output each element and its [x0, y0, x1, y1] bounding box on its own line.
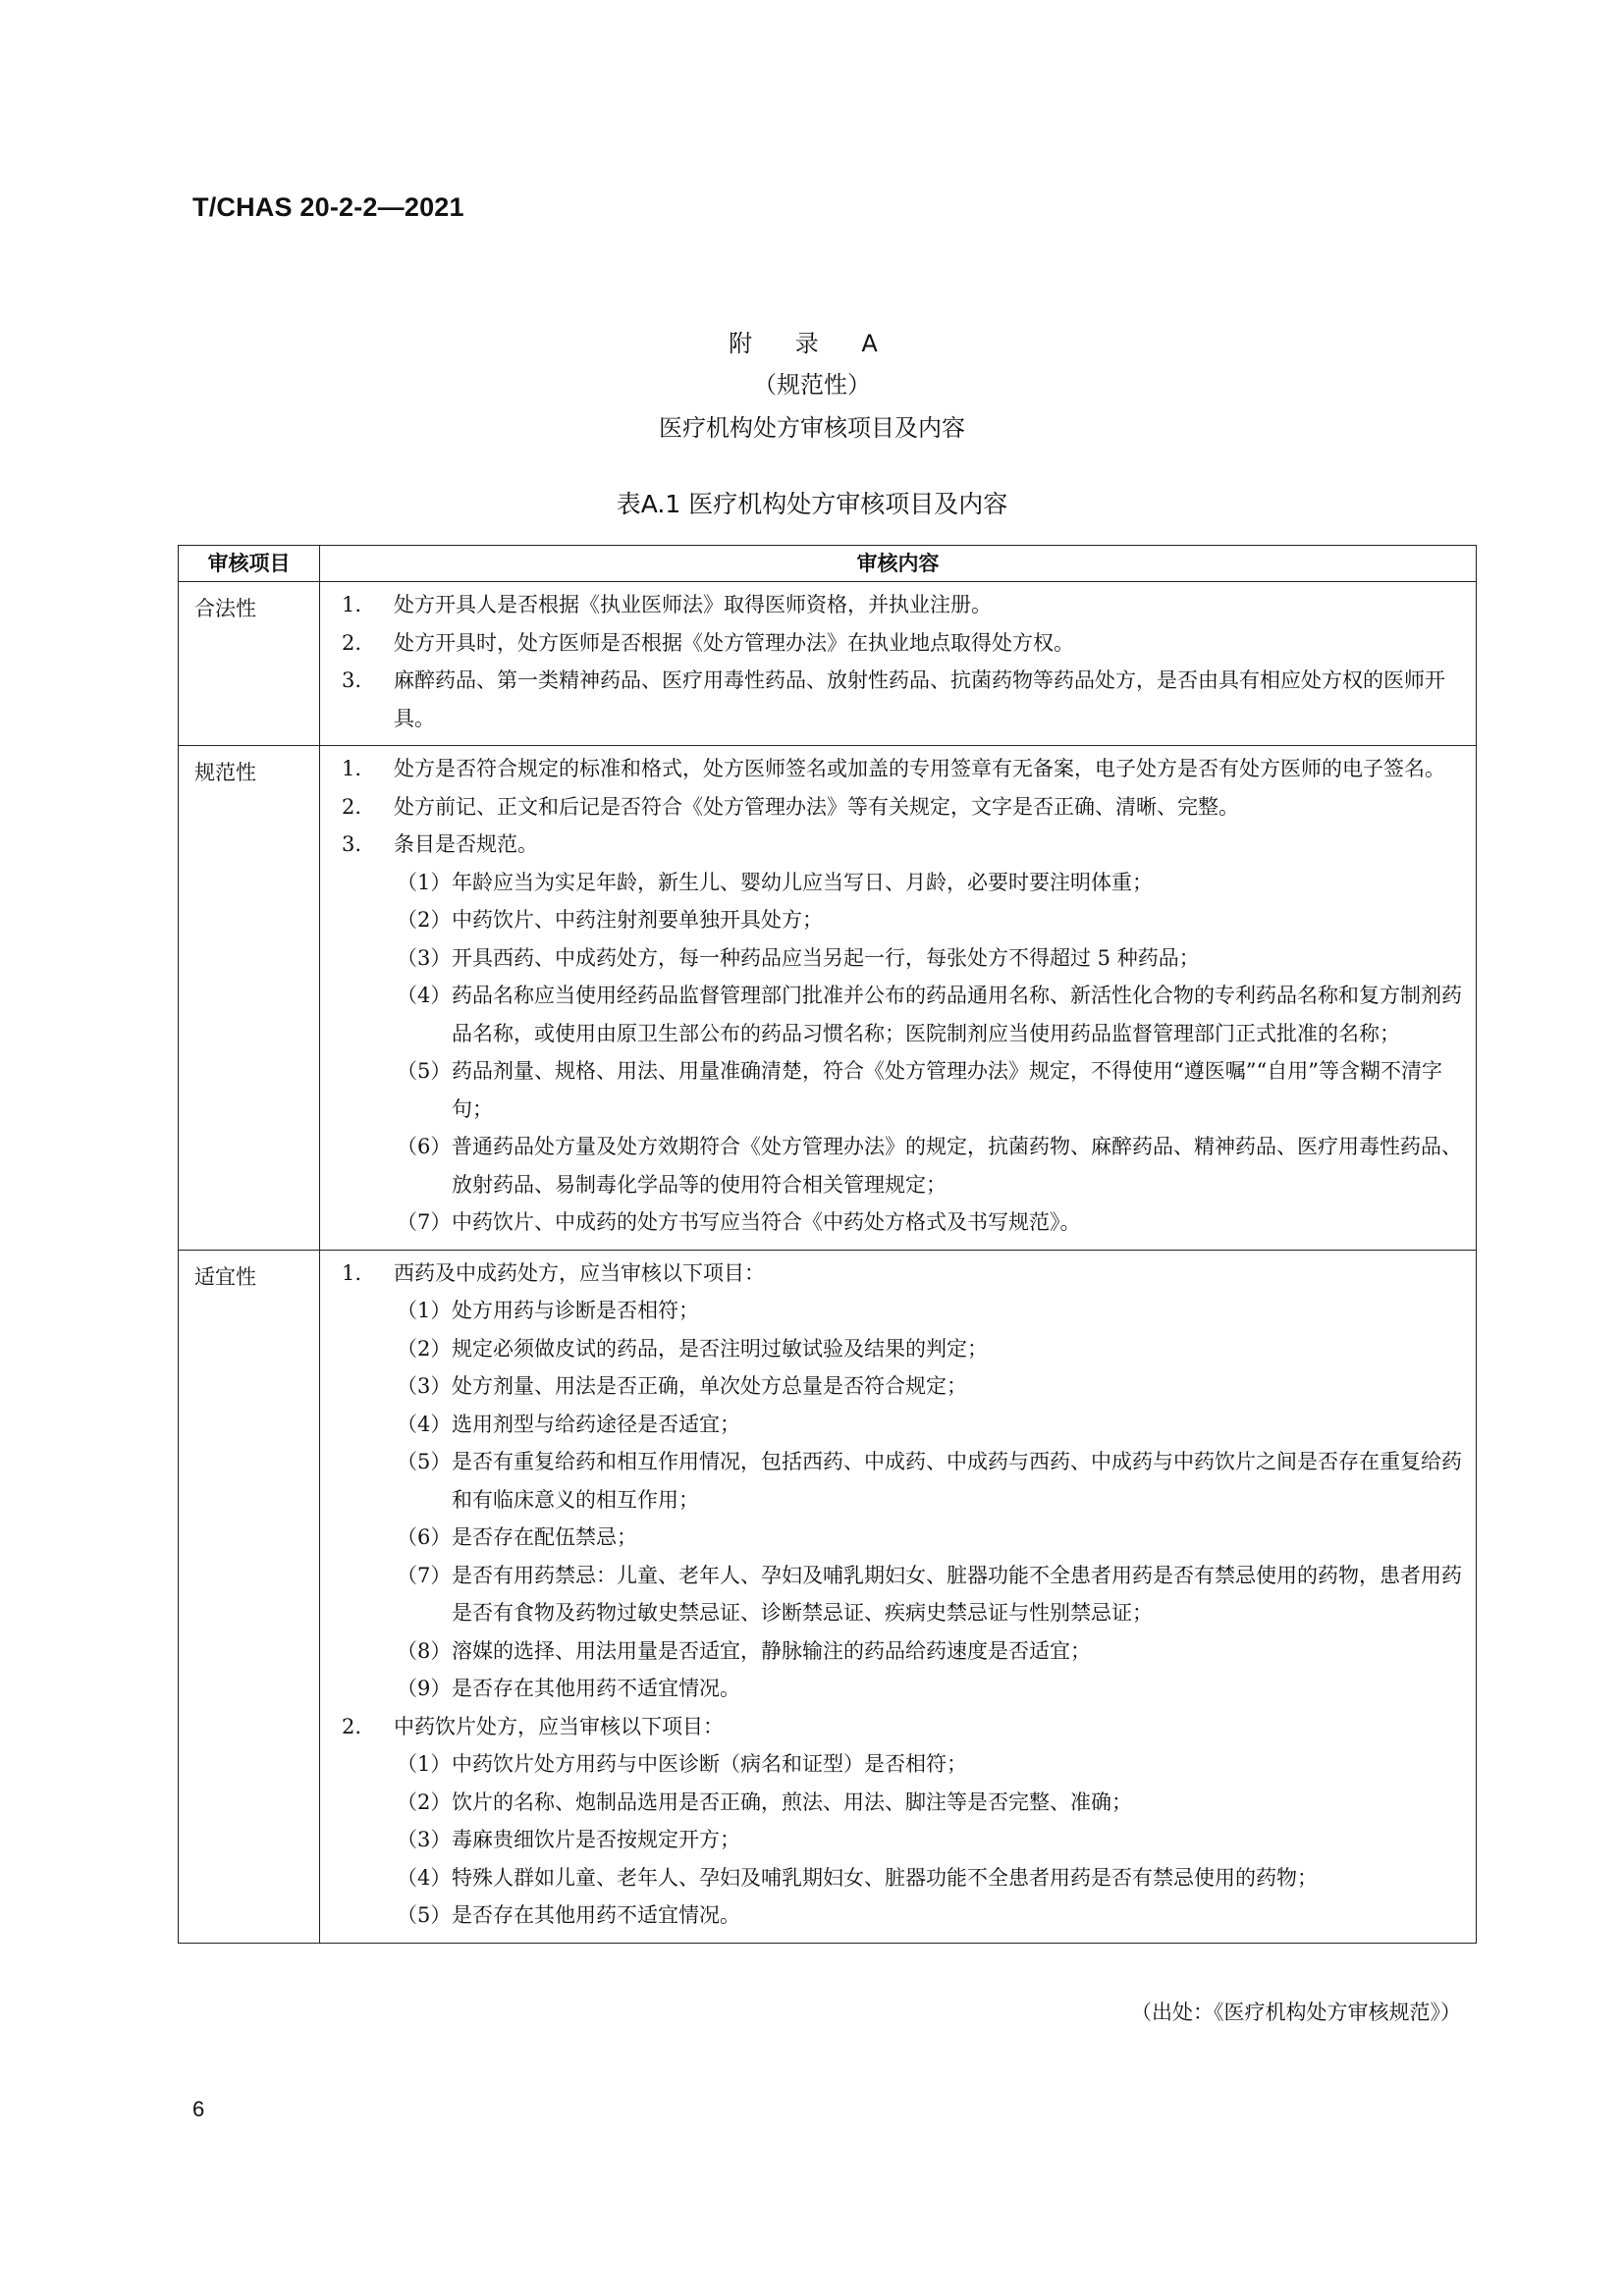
item-text: 是否存在其他用药不适宜情况。 — [452, 1677, 740, 1700]
item-text: 西药及中成药处方，应当审核以下项目： — [394, 1260, 765, 1285]
sub-item-number: （3） — [397, 1828, 452, 1851]
document-code: T/CHAS 20-2-2—2021 — [192, 192, 464, 222]
item-text: 选用剂型与给药途径是否适宜； — [452, 1412, 740, 1436]
list-item — [320, 939, 1462, 978]
table-row — [179, 582, 1477, 746]
sub-item-number: （2） — [397, 1336, 452, 1361]
item-text: 中药饮片、中成药的处方书写应当符合《中药处方格式及书写规范》。 — [452, 1210, 1081, 1234]
list-item — [320, 1557, 1462, 1632]
table-body — [179, 582, 1477, 1944]
item-text: 中药饮片处方用药与中医诊断（病名和证型）是否相符； — [452, 1752, 967, 1776]
list-item — [320, 1784, 1462, 1822]
list-item — [320, 1330, 1462, 1368]
item-text: 是否有用药禁忌：儿童、老年人、孕妇及哺乳期妇女、脏器功能不全患者用药是否有禁忌使用的药物，患者用药是否有食物及药物过敏史禁忌证、诊断禁忌证、疾病史禁忌证与性别禁忌证； — [452, 1563, 1462, 1625]
item-text: 饮片的名称、炮制品选用是否正确，煎法、用法、脚注等是否完整、准确； — [452, 1789, 1132, 1814]
item-text: 是否有重复给药和相互作用情况，包括西药、中成药、中成药与西药、中成药与中药饮片之间是否存在重复给药和有临床意义的相互作用； — [452, 1450, 1462, 1512]
sub-item-number: （2） — [397, 1789, 452, 1814]
list-item — [320, 1255, 1462, 1293]
item-text: 中药饮片、中药注射剂要单独开具处方； — [452, 908, 823, 932]
item-number: 2. — [342, 1714, 362, 1738]
item-number: 2. — [342, 630, 362, 655]
sub-item-number: （7） — [397, 1563, 452, 1587]
item-text: 处方开具人是否根据《执业医师法》取得医师资格，并执业注册。 — [394, 593, 992, 616]
audit-item-cell: 适宜性 — [179, 1250, 320, 1943]
list-item — [320, 977, 1462, 1052]
list-item — [320, 662, 1462, 737]
item-text: 处方前记、正文和后记是否符合《处方管理办法》等有关规定，文字是否正确、清晰、完整。 — [394, 794, 1239, 819]
item-text: 药品名称应当使用经药品监督管理部门批准并公布的药品通用名称、新活性化合物的专利药品名称和复方制剂药品名称，或使用由原卫生部公布的药品习惯名称；医院制剂应当使用药品监督管理部门正式批准的名称； — [452, 984, 1462, 1045]
list-item — [320, 1406, 1462, 1444]
sub-item-number: （7） — [397, 1210, 452, 1234]
item-number: 1. — [342, 757, 362, 780]
list-item — [320, 1443, 1462, 1519]
list-item — [320, 624, 1462, 663]
appendix-type: （规范性） — [753, 371, 871, 399]
header-audit-item: 审核项目 — [179, 546, 320, 582]
item-number: 2. — [342, 794, 362, 819]
sub-item-number: （3） — [397, 945, 452, 970]
audit-item-cell: 规范性 — [179, 746, 320, 1251]
item-text: 特殊人群如儿童、老年人、孕妇及哺乳期妇女、脏器功能不全患者用药是否有禁忌使用的药物； — [452, 1865, 1318, 1890]
list-item — [320, 1367, 1462, 1406]
sub-item-number: （5） — [397, 1450, 452, 1473]
audit-table — [178, 545, 1477, 1944]
sub-item-number: （4） — [397, 1865, 452, 1890]
item-text: 毒麻贵细饮片是否按规定开方； — [452, 1828, 740, 1851]
item-number: 1. — [342, 1260, 362, 1285]
list-item — [320, 1708, 1462, 1746]
item-text: 是否存在其他用药不适宜情况。 — [452, 1903, 740, 1927]
list-item — [320, 1128, 1462, 1203]
item-text: 年龄应当为实足年龄，新生儿、婴幼儿应当写日、月龄，必要时要注明体重； — [452, 870, 1153, 894]
list-item — [320, 1745, 1462, 1784]
list-item — [320, 901, 1462, 939]
item-text: 普通药品处方量及处方效期符合《处方管理办法》的规定，抗菌药物、麻醉药品、精神药品、医疗用毒性药品、放射药品、易制毒化学品等的使用符合相关管理规定； — [452, 1135, 1462, 1197]
audit-content-cell — [320, 746, 1477, 1251]
sub-item-number: （4） — [397, 984, 452, 1007]
sub-item-number: （3） — [397, 1374, 452, 1398]
list-item — [320, 826, 1462, 864]
list-item — [320, 1203, 1462, 1242]
item-text: 条目是否规范。 — [394, 832, 538, 856]
list-item — [320, 1670, 1462, 1708]
sub-item-number: （4） — [397, 1412, 452, 1436]
header-audit-content: 审核内容 — [320, 546, 1477, 582]
sub-item-number: （8） — [397, 1638, 452, 1663]
list-item — [320, 1052, 1462, 1128]
item-text: 麻醉药品、第一类精神药品、医疗用毒性药品、放射性药品、抗菌药物等药品处方，是否由具有相应处方权的医师开具。 — [394, 668, 1445, 730]
item-number: 1. — [342, 593, 362, 616]
list-item — [320, 864, 1462, 902]
item-text: 中药饮片处方，应当审核以下项目： — [394, 1714, 724, 1738]
sub-item-number: （9） — [397, 1677, 452, 1700]
list-item — [320, 1632, 1462, 1671]
list-item — [320, 1292, 1462, 1330]
item-text: 处方是否符合规定的标准和格式，处方医师签名或加盖的专用签章有无备案，电子处方是否有处方医师的电子签名。 — [394, 757, 1445, 780]
list-item — [320, 1859, 1462, 1897]
appendix-title: 附 录 A — [729, 330, 895, 357]
item-text: 处方用药与诊断是否相符； — [452, 1299, 699, 1322]
list-item — [320, 1519, 1462, 1557]
table-row — [179, 1250, 1477, 1943]
item-text: 药品剂量、规格、用法、用量准确清楚，符合《处方管理办法》规定，不得使用“遵医嘱”“自用”等含糊不清字句； — [452, 1059, 1442, 1121]
sub-item-number: （1） — [397, 1752, 452, 1776]
item-text: 处方剂量、用法是否正确，单次处方总量是否符合规定； — [452, 1374, 967, 1398]
source-note: （出处：《医疗机构处方审核规范》） — [1131, 2001, 1461, 2024]
item-text: 处方开具时，处方医师是否根据《处方管理办法》在执业地点取得处方权。 — [394, 630, 1074, 655]
sub-item-number: （5） — [397, 1059, 452, 1083]
sub-item-number: （6） — [397, 1525, 452, 1549]
list-item — [320, 788, 1462, 827]
item-text: 是否存在配伍禁忌； — [452, 1525, 637, 1549]
item-text: 开具西药、中成药处方，每一种药品应当另起一行，每张处方不得超过 5 种药品； — [452, 945, 1200, 970]
audit-item-cell: 合法性 — [179, 582, 320, 746]
appendix-name: 医疗机构处方审核项目及内容 — [659, 414, 965, 442]
sub-item-number: （1） — [397, 870, 452, 894]
table-caption: 表A.1 医疗机构处方审核项目及内容 — [616, 490, 1008, 518]
sub-item-number: （5） — [397, 1903, 452, 1927]
sub-item-number: （1） — [397, 1299, 452, 1322]
item-text: 溶媒的选择、用法用量是否适宜，静脉输注的药品给药速度是否适宜； — [452, 1638, 1091, 1663]
list-item — [320, 750, 1462, 788]
page-number: 6 — [192, 2097, 205, 2121]
table-row — [179, 746, 1477, 1251]
audit-content-cell — [320, 1250, 1477, 1943]
item-number: 3. — [342, 832, 362, 856]
table-header-row — [179, 546, 1477, 582]
sub-item-number: （2） — [397, 908, 452, 932]
list-item — [320, 586, 1462, 624]
audit-content-cell — [320, 582, 1477, 746]
item-text: 规定必须做皮试的药品，是否注明过敏试验及结果的判定； — [452, 1336, 988, 1361]
list-item — [320, 1821, 1462, 1859]
list-item — [320, 1896, 1462, 1935]
item-number: 3. — [342, 668, 362, 692]
sub-item-number: （6） — [397, 1135, 452, 1158]
